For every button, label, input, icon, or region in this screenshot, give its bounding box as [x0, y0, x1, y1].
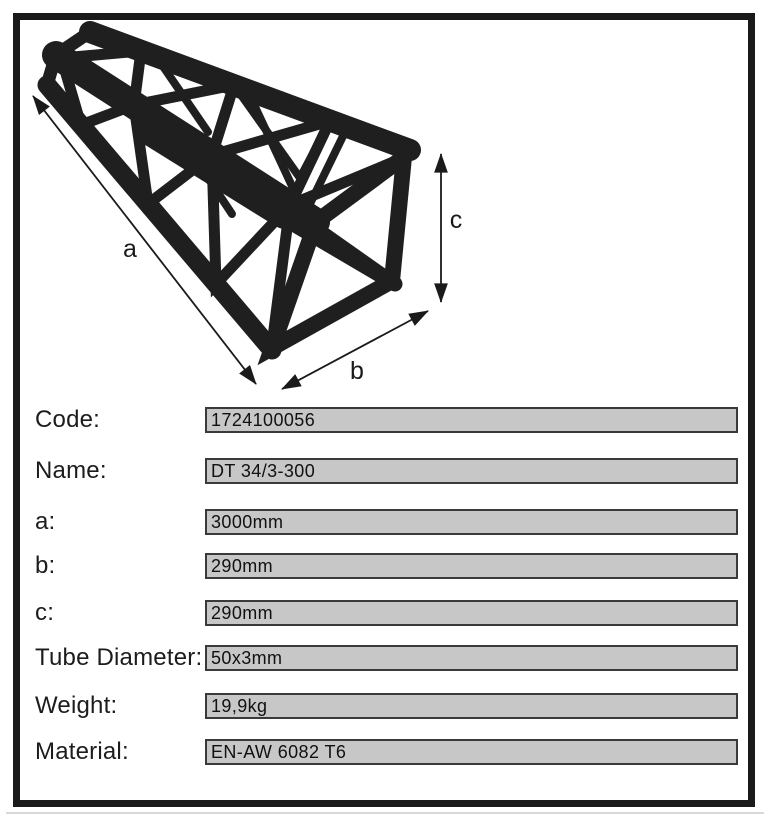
spec-label-b: b:: [35, 552, 56, 579]
page-edge-line: [6, 812, 764, 814]
spec-row-name: [35, 458, 738, 484]
spec-value-weight: 19,9kg: [205, 693, 738, 719]
spec-row-a: [35, 509, 738, 535]
spec-row-tube-diameter: [35, 645, 738, 671]
spec-value-c: 290mm: [205, 600, 738, 626]
spec-label-weight: Weight:: [35, 692, 118, 719]
spec-row-material: [35, 739, 738, 765]
spec-label-material: Material:: [35, 738, 129, 765]
dimension-label-c: c: [449, 206, 463, 234]
spec-row-code: [35, 407, 738, 433]
dimension-label-a: a: [123, 235, 137, 263]
spec-label-code: Code:: [35, 406, 101, 433]
spec-row-c: [35, 600, 738, 626]
dimension-label-b: b: [350, 357, 364, 385]
spec-value-code: 1724100056: [205, 407, 738, 433]
spec-value-name: DT 34/3-300: [205, 458, 738, 484]
spec-label-name: Name:: [35, 457, 107, 484]
spec-row-b: [35, 553, 738, 579]
spec-value-a: 3000mm: [205, 509, 738, 535]
spec-label-tube-diameter: Tube Diameter:: [35, 644, 203, 671]
spec-value-material: EN-AW 6082 T6: [205, 739, 738, 765]
spec-value-b: 290mm: [205, 553, 738, 579]
spec-row-weight: [35, 693, 738, 719]
truss-silhouette-icon: [47, 32, 410, 350]
spec-label-a: a:: [35, 508, 56, 535]
spec-value-tube-diameter: 50x3mm: [205, 645, 738, 671]
spec-label-c: c:: [35, 599, 55, 626]
